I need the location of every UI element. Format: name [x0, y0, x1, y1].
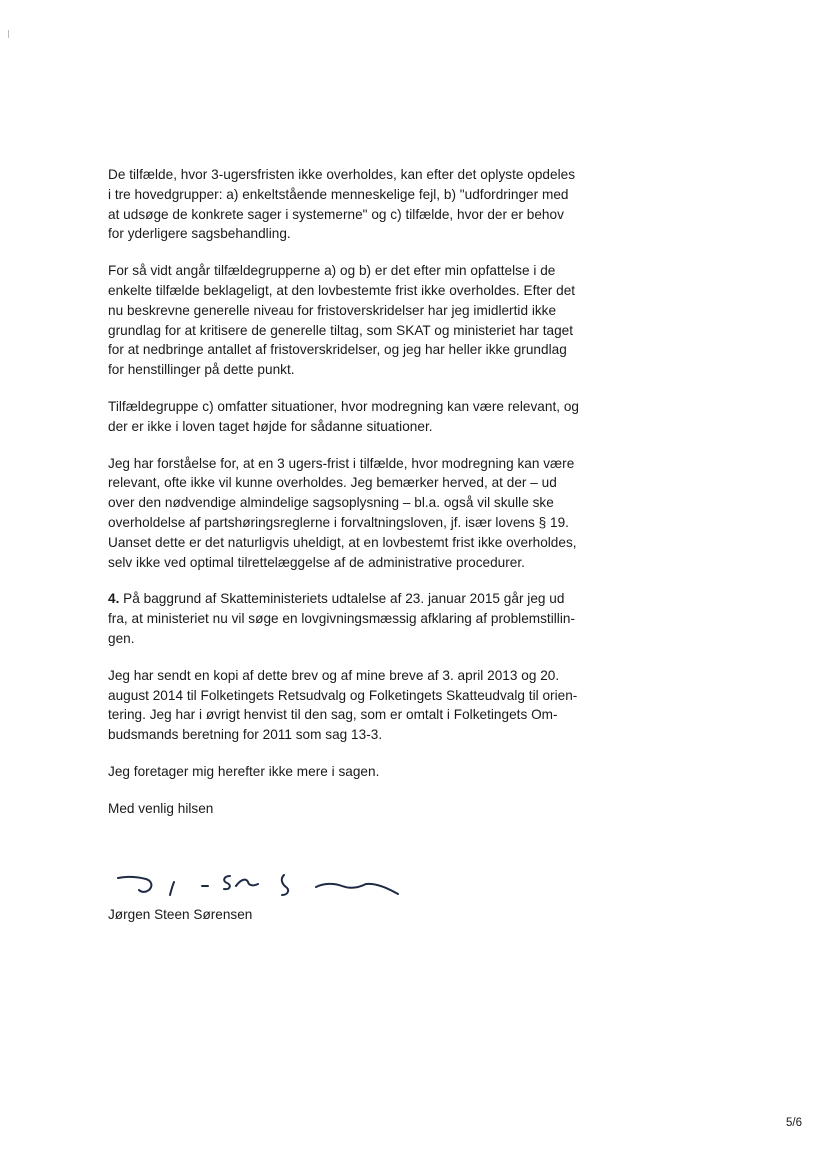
text-line: budsmands beretning for 2011 som sag 13-3.: [108, 727, 383, 743]
signer-name: Jørgen Steen Sørensen: [108, 907, 253, 922]
text-line: i tre hovedgrupper: a) enkeltstående menneskelige fejl, b) "udfordringer med: [108, 186, 569, 202]
text-line: august 2014 til Folketingets Retsudvalg og Folketingets Skatteudvalg til orien-: [108, 687, 578, 703]
text-line: grundlag for at kritisere de generelle tiltag, som SKAT og ministeriet har taget: [108, 322, 574, 338]
paragraph-groups-a-b: [108, 261, 608, 380]
text-line: selv ikke ved optimal tilrettelæggelse af de administrative procedurer.: [108, 554, 525, 570]
text-line: for henstillinger på dette punkt.: [108, 362, 295, 378]
text-line: Jeg foretager mig herefter ikke mere i sagen.: [108, 763, 380, 779]
handwritten-signature: [112, 862, 412, 912]
text-line: nu beskrevne generelle niveau for fristoverskridelser har jeg imidlertid ikke: [108, 302, 557, 318]
scan-artifact-mark: [8, 30, 9, 38]
text-line: Jeg har sendt en kopi af dette brev og af mine breve af 3. april 2013 og 20.: [108, 667, 560, 683]
page-number: 5/6: [786, 1117, 802, 1129]
text-line: at udsøge de konkrete sager i systemerne" og c) tilfælde, hvor der er behov: [108, 206, 564, 222]
text-line: [108, 589, 608, 609]
text-line: For så vidt angår tilfældegrupperne a) og b) er det efter min opfattelse i de: [108, 263, 556, 279]
paragraph-copy-sent: [108, 666, 608, 745]
paragraph-no-further-action: [108, 762, 608, 782]
section-number: 4.: [108, 591, 120, 607]
text-line: for at nedbringe antallet af fristoverskridelser, og jeg har heller ikke grundlag: [108, 342, 567, 358]
text-line: enkelte tilfælde beklageligt, at den lovbestemte frist ikke overholdes. Efter det: [108, 282, 576, 298]
text-line: Jeg har forståelse for, at en 3 ugers-frist i tilfælde, hvor modregning kan være: [108, 455, 575, 471]
paragraph-group-c: [108, 397, 608, 437]
text-line: overholdelse af partshøringsreglerne i forvaltningsloven, jf. især lovens § 19.: [108, 514, 569, 530]
text-line: gen.: [108, 630, 135, 646]
text-line: Uanset dette er det naturligvis uheldigt, at en lovbestemt frist ikke overholdes,: [108, 534, 577, 550]
paragraph-deadline-groups: [108, 165, 608, 244]
text-line: for yderligere sagsbehandling.: [108, 226, 291, 242]
text-line: De tilfælde, hvor 3-ugersfristen ikke overholdes, kan efter det oplyste opdeles: [108, 167, 576, 182]
text-line: relevant, ofte ikke vil kunne overholdes. Jeg bemærker herved, at der – ud: [108, 475, 557, 491]
text-line: over den nødvendige almindelige sagsoplysning – bl.a. også vil skulle ske: [108, 495, 554, 511]
text-line: Med venlig hilsen: [108, 800, 214, 816]
paragraph-section-4: [108, 589, 608, 648]
section-4-first-line: På baggrund af Skatteministeriets udtalelse af 23. januar 2015 går jeg ud: [119, 591, 565, 607]
text-line: Tilfældegruppe c) omfatter situationer, hvor modregning kan være relevant, og: [108, 398, 580, 414]
text-line: der er ikke i loven taget højde for sådanne situationer.: [108, 418, 433, 434]
paragraph-understanding: [108, 454, 608, 573]
letter-body: [108, 165, 608, 819]
text-line: tering. Jeg har i øvrigt henvist til den sag, som er omtalt i Folketingets Om-: [108, 707, 558, 723]
closing-salutation: [108, 799, 608, 819]
text-line: fra, at ministeriet nu vil søge en lovgivningsmæssig afklaring af problemstillin-: [108, 611, 576, 627]
